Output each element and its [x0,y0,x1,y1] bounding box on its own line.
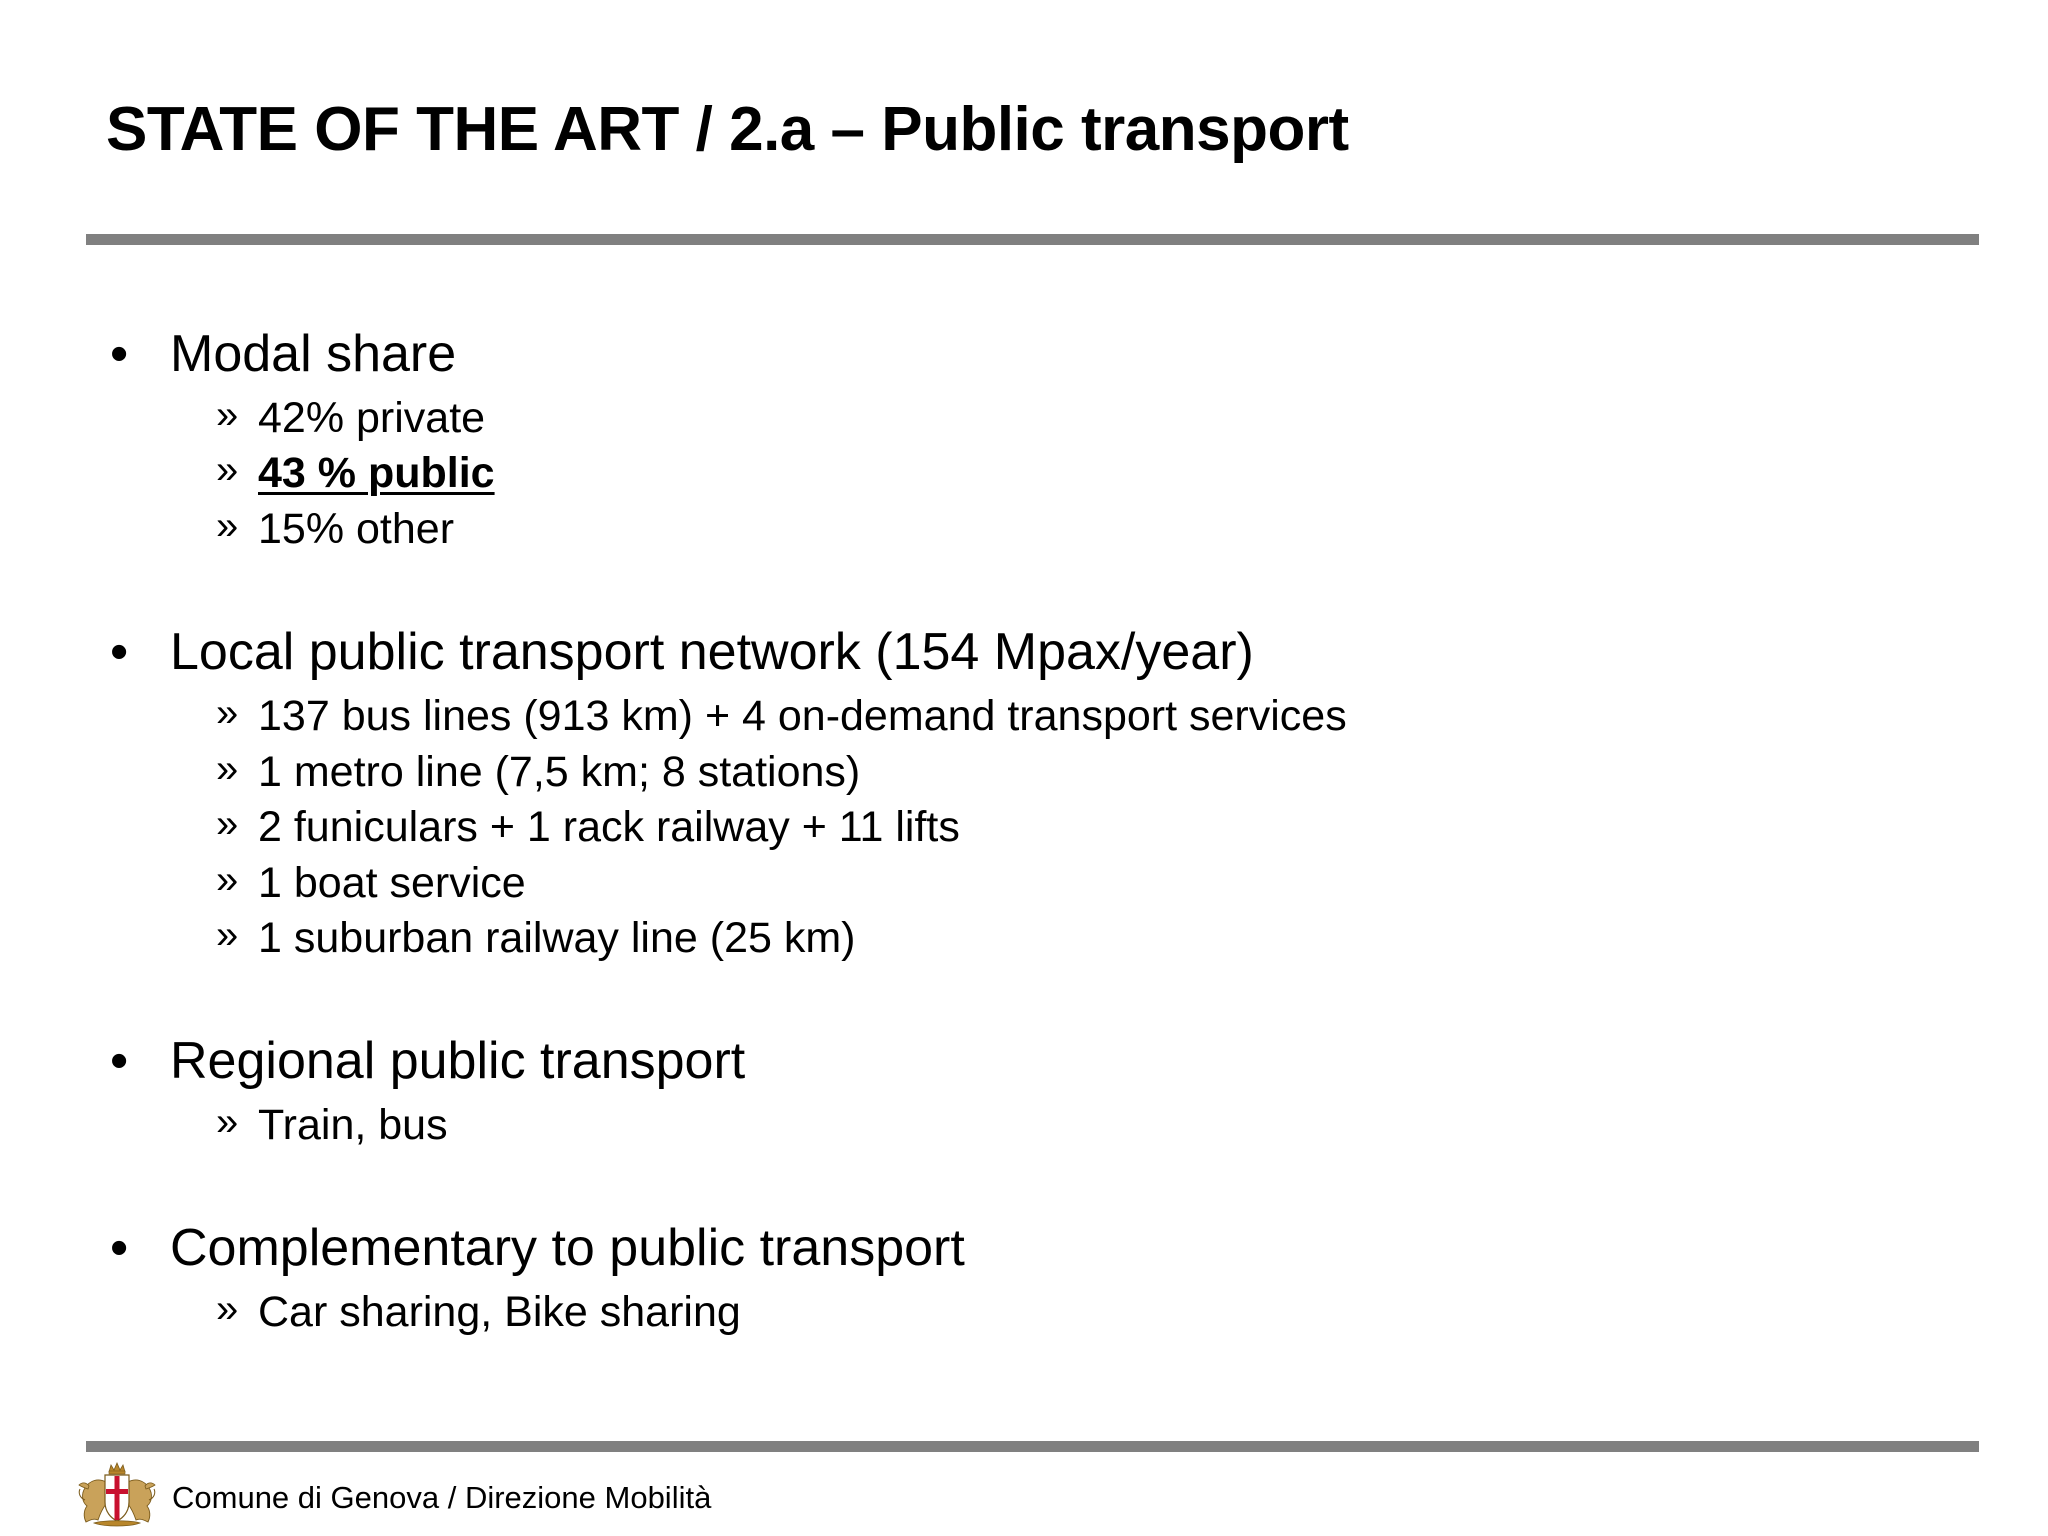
bullet-dot: • [110,623,129,681]
sub-label: Car sharing, Bike sharing [258,1288,741,1336]
sub-marker: » [216,802,239,846]
sub-label: 1 suburban railway line (25 km) [258,914,856,962]
sub-label-highlighted: 43 % public [258,449,495,497]
sub-marker: » [216,448,239,492]
sub-label: Train, bus [258,1101,448,1149]
footer-text: Comune di Genova / Direzione Mobilità [172,1480,712,1515]
sub-marker: » [216,747,239,791]
bullet-label: Local public transport network (154 Mpax/year) [170,623,1254,681]
sub-label: 42% private [258,394,486,442]
bottom-divider [86,1441,1979,1452]
sub-marker: » [216,393,239,437]
top-divider [86,234,1979,245]
sub-marker: » [216,1100,239,1144]
sub-marker: » [216,1287,239,1331]
coat-of-arms-icon [76,1460,158,1530]
sub-label: 1 metro line (7,5 km; 8 stations) [258,748,861,796]
sub-label: 1 boat service [258,859,526,907]
sub-marker: » [216,504,239,548]
slide-title: STATE OF THE ART / 2.a – Public transport [106,95,1349,164]
sub-label: 15% other [258,505,455,553]
sub-label: 2 funiculars + 1 rack railway + 11 lifts [258,803,960,851]
sub-label: 137 bus lines (913 km) + 4 on-demand transport services [258,692,1347,740]
sub-marker: » [216,858,239,902]
sub-marker: » [216,913,239,957]
bullet-dot: • [110,1032,129,1090]
sub-marker: » [216,691,239,735]
bullet-label: Modal share [170,325,457,383]
bullet-dot: • [110,325,129,383]
bullet-label: Regional public transport [170,1032,746,1090]
bullet-dot: • [110,1219,129,1277]
bullet-label: Complementary to public transport [170,1219,965,1277]
